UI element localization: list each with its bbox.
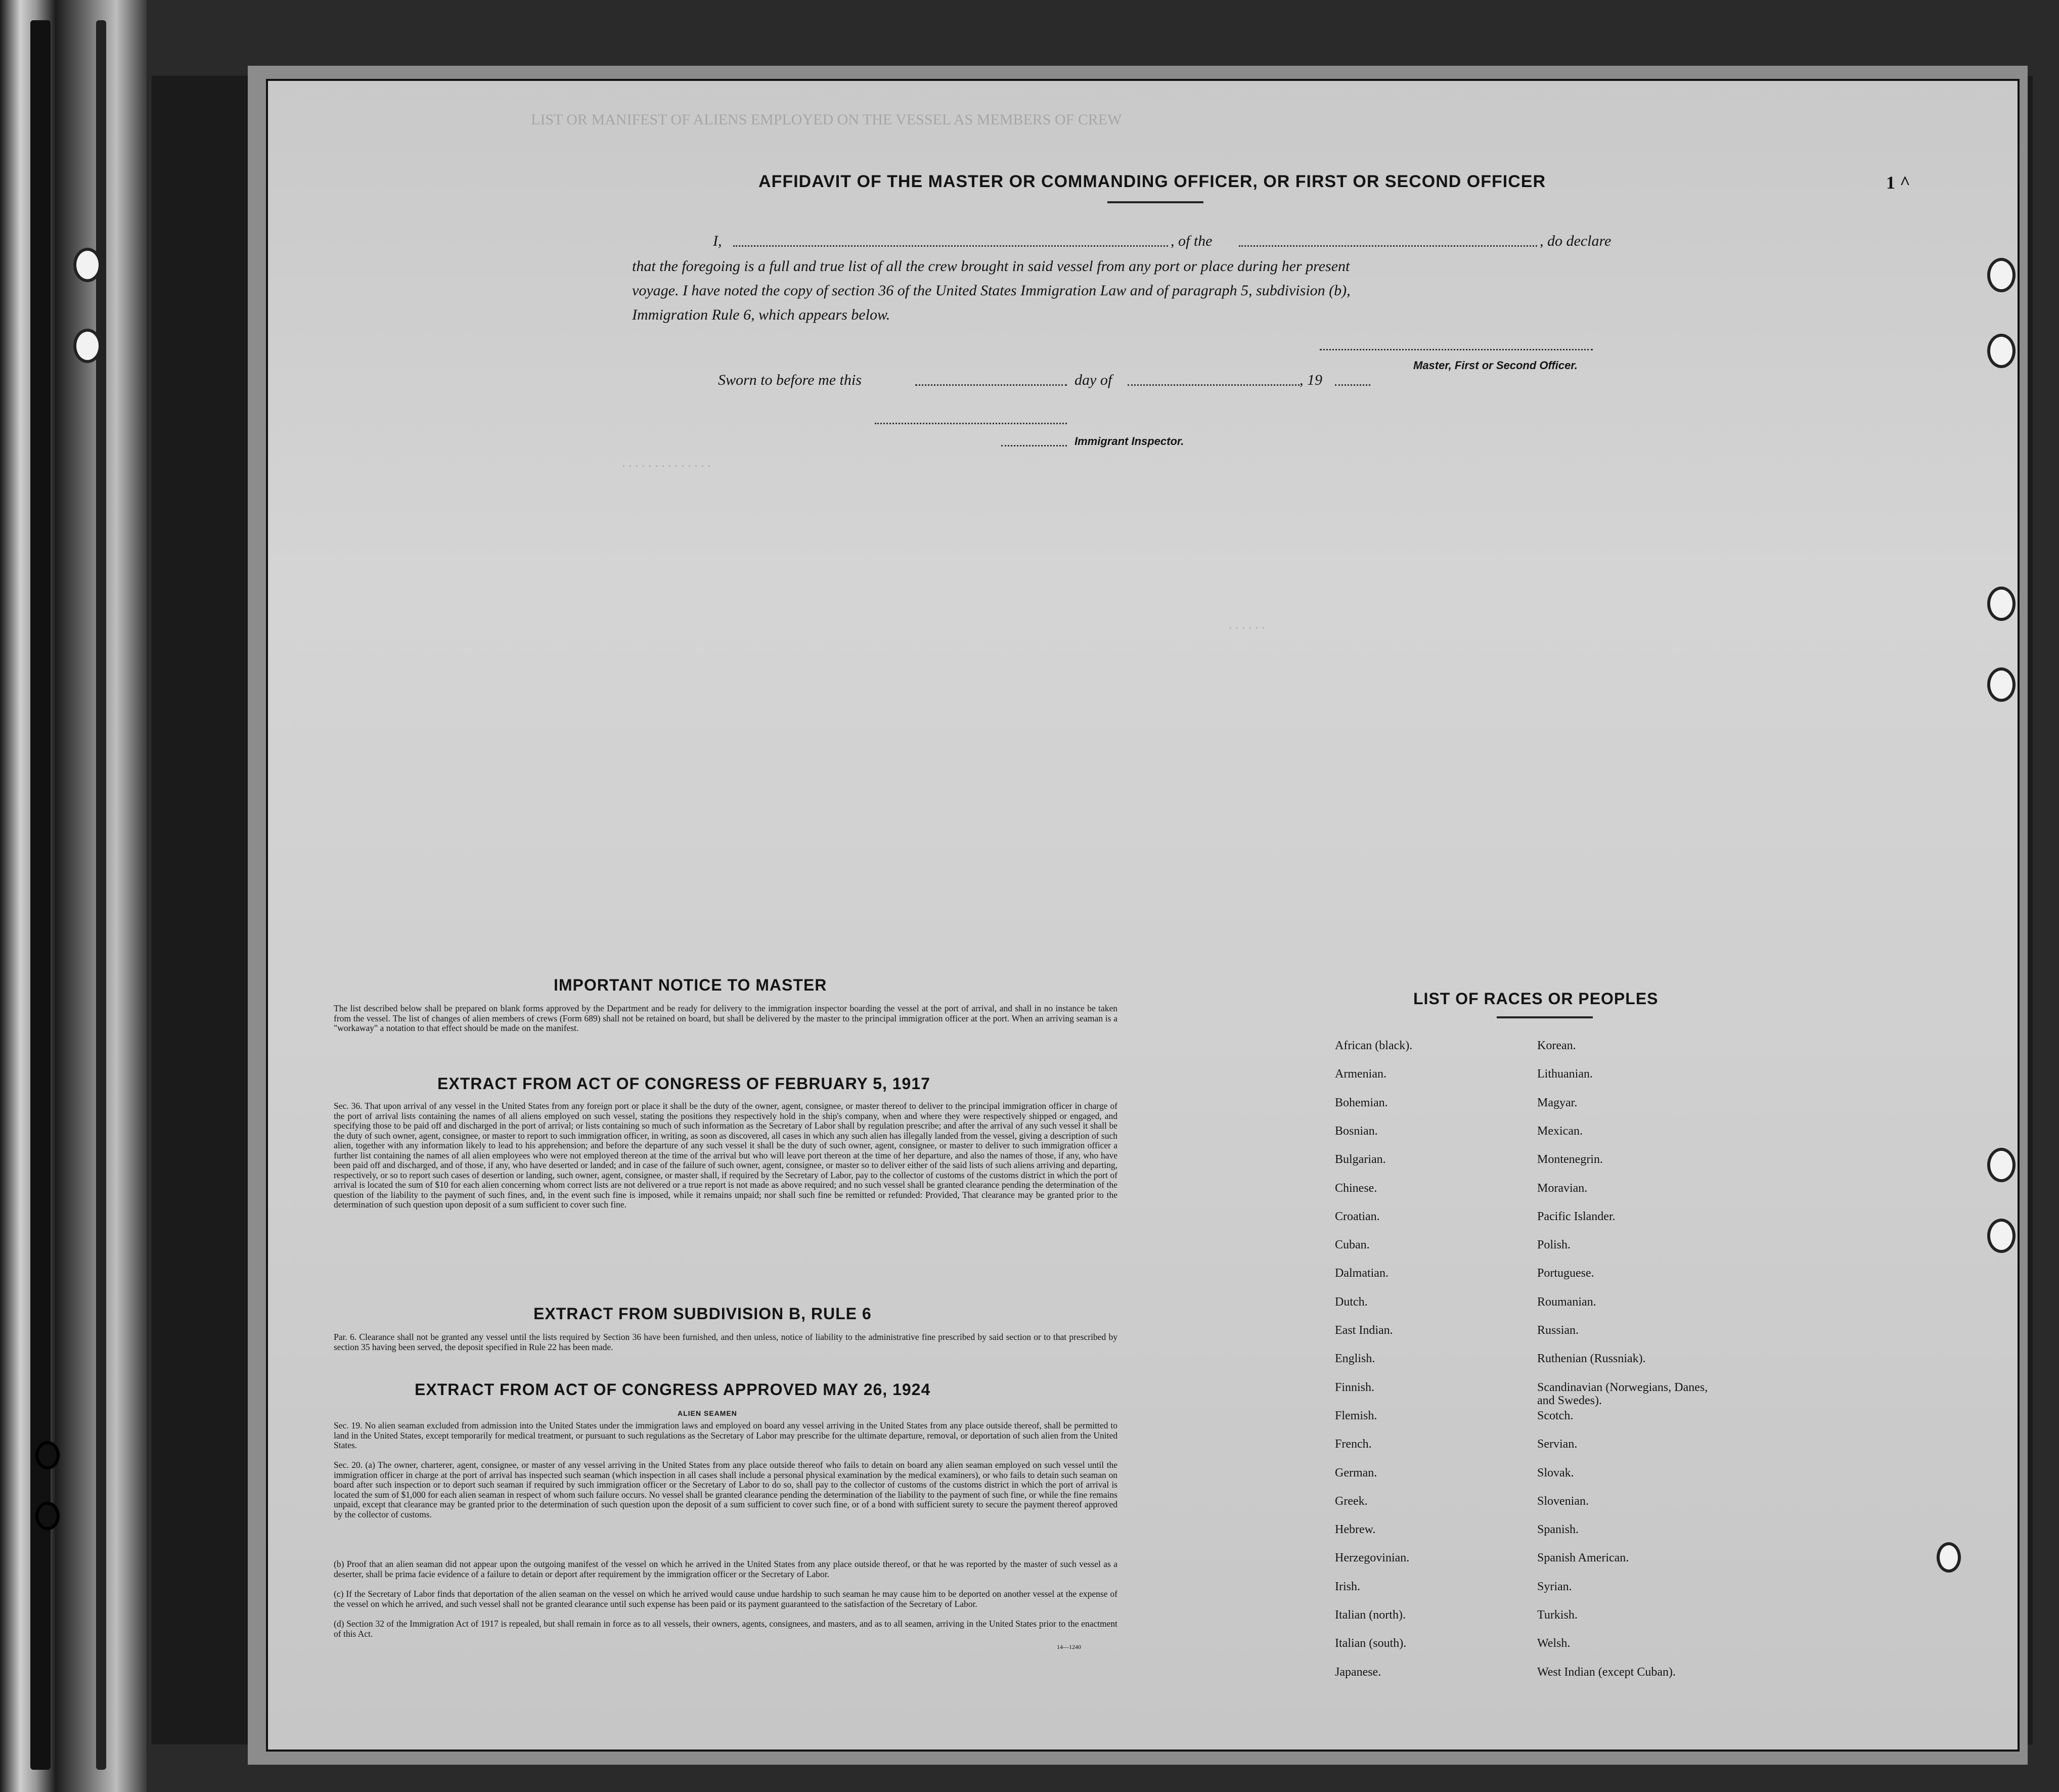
race-item: Syrian. <box>1537 1580 1572 1593</box>
race-item: Chinese. <box>1335 1181 1377 1195</box>
race-item: Spanish American. <box>1537 1551 1629 1565</box>
inspector-blank-2 <box>1001 445 1067 446</box>
race-item: Scotch. <box>1537 1409 1574 1422</box>
page-hole <box>1987 587 2016 621</box>
race-item: Irish. <box>1335 1580 1360 1593</box>
page-hole <box>1987 334 2016 368</box>
notice-body: The list described below shall be prepared on blank forms approved by the Department and be ready for delivery to the immigration inspector boarding the vessel at the port of arrival, and shall in no instance be taken from the vessel. The list of changes of alien members of crews (Form 689) shall not be retained on board, but shall be delivered by the master to the principal immigration officer at the port. When an arriving seaman is a "workaway" a notation to that effect should be made on the manifest. <box>334 1003 1117 1033</box>
race-item: Turkish. <box>1537 1608 1578 1622</box>
page-hole <box>1987 258 2016 292</box>
race-item: Korean. <box>1537 1039 1576 1052</box>
page-hole <box>1937 1542 1961 1573</box>
race-item: Moravian. <box>1537 1181 1588 1195</box>
races-rule <box>1497 1016 1593 1018</box>
race-item: Montenegrin. <box>1537 1153 1603 1167</box>
signature-label: Master, First or Second Officer. <box>1413 359 1578 372</box>
sworn-month-blank <box>1128 384 1300 386</box>
sworn-mid: day of <box>1075 372 1112 388</box>
extract-1924-subtitle: ALIEN SEAMEN <box>678 1409 737 1417</box>
affidavit-line3: voyage. I have noted the copy of section 36 of the United States Immigration Law and of paragraph 5, subdivision (b), <box>632 282 1351 299</box>
race-item: English. <box>1335 1352 1375 1366</box>
extract-rule6-title: EXTRACT FROM SUBDIVISION B, RULE 6 <box>533 1305 872 1323</box>
title-rule <box>1107 201 1203 203</box>
race-item: German. <box>1335 1466 1377 1480</box>
affidavit-line1-mid: , of the <box>1171 233 1213 249</box>
race-item: Armenian. <box>1335 1067 1386 1081</box>
race-item: Welsh. <box>1537 1637 1571 1650</box>
race-item: Spanish. <box>1537 1523 1579 1537</box>
affidavit-line4: Immigration Rule 6, which appears below. <box>632 306 890 323</box>
name-blank <box>733 245 1168 247</box>
race-item: Italian (north). <box>1335 1608 1406 1622</box>
form-number: 14—1240 <box>1057 1643 1081 1650</box>
extract-rule6-body: Par. 6. Clearance shall not be granted any vessel until the lists required by Section 36 have been furnished, and then unless, notice of liability to the administrative fine prescribed by said section or to that prescribed by section 35 having been served, the deposit specified in Rule 22 has been made. <box>334 1332 1117 1352</box>
extract-1924-sec19: Sec. 19. No alien seaman excluded from admission into the United States under the immigration laws and employed on board any vessel arriving in the United States from any place outside thereof, shall be permitted to land in the United States, except temporarily for medical treatment, or pursuant to such regulations as the Secretary of Labor may prescribe for the ultimate departure, removal, or deportation of such alien from the United States. <box>334 1420 1117 1450</box>
race-item: French. <box>1335 1438 1372 1451</box>
inspector-label: Immigrant Inspector. <box>1075 435 1184 447</box>
extract-1924-sec20b: (b) Proof that an alien seaman did not appear upon the outgoing manifest of the vessel on which he arrived in the United States from any place outside thereof, or that he was reported by the master of such vessel as a deserter, shall be prima facie evidence of a failure to detain or deport after requirement by the immigration officer or the Secretary of Labor. <box>334 1559 1117 1579</box>
signature-blank <box>1320 349 1593 350</box>
extract-1924-sec20c: (c) If the Secretary of Labor finds that deportation of the alien seaman on the vessel on which he arrived would cause undue hardship to such seaman he may cause him to be deported on another vessel at the expense of the vessel on which he arrived, and such vessel shall not be granted clearance until such expense has been paid or its payment guaranteed to the satisfaction of the Secretary of Labor. <box>334 1589 1117 1609</box>
extract-1924-title: EXTRACT FROM ACT OF CONGRESS APPROVED MAY 26, 1924 <box>415 1380 931 1399</box>
race-item: Bosnian. <box>1335 1124 1378 1138</box>
race-item: Pacific Islander. <box>1537 1209 1616 1223</box>
race-item: Slovak. <box>1537 1466 1574 1480</box>
race-item: Portuguese. <box>1537 1267 1594 1280</box>
race-item: Greek. <box>1335 1494 1368 1508</box>
extract-1924-sec20a: Sec. 20. (a) The owner, charterer, agent, consignee, or master of any vessel arriving in the United States from any place outside thereof who fails to detain on board any alien seaman employed on such vessel until the immigration officer in charge at the port of arrival has inspected such seaman (which inspection in all cases shall include a personal physical examination by the medical examiners), or who fails to detain such seaman on board after such inspection or to deport such seaman if required by such immigration officer or the Secretary of Labor to do so, shall pay to the collector of customs of the customs district in which the port of arrival is located the sum of $1,000 for each alien seaman in respect of whom such failure occurs. No vessel shall be granted clearance pending the determination of the liability to the payment of such fine, or while the fine remains unpaid, except that clearance may be granted prior to the determination of such question upon the deposit of a sum sufficient to cover such fine, or of a bond with sufficient surety to secure the payment thereof approved by the collector of customs. <box>334 1460 1117 1519</box>
race-item: Slovenian. <box>1537 1494 1589 1508</box>
race-item: Mexican. <box>1537 1124 1583 1138</box>
page-hole <box>1987 1219 2016 1253</box>
race-item: Bohemian. <box>1335 1096 1388 1109</box>
affidavit-line1-prefix: I, <box>713 233 722 249</box>
sworn-suffix: , 19 <box>1300 372 1322 388</box>
race-item: Italian (south). <box>1335 1637 1407 1650</box>
page-hole <box>1987 1148 2016 1182</box>
race-item: Hebrew. <box>1335 1523 1376 1537</box>
extract-1924-sec20d: (d) Section 32 of the Immigration Act of 1917 is repealed, but shall remain in force as to all vessels, their owners, agents, consignees, and masters, and as to all seamen, arriving in the United States prior to the enactment of this Act. <box>334 1619 1117 1639</box>
race-item: Cuban. <box>1335 1238 1370 1252</box>
notice-title: IMPORTANT NOTICE TO MASTER <box>554 976 827 994</box>
race-item: Polish. <box>1537 1238 1571 1252</box>
sworn-day-blank <box>915 384 1067 386</box>
vessel-blank <box>1239 245 1537 247</box>
extract-1917-title: EXTRACT FROM ACT OF CONGRESS OF FEBRUARY 5, 1917 <box>437 1074 930 1093</box>
binder-hole <box>73 248 102 282</box>
race-item: East Indian. <box>1335 1324 1393 1337</box>
race-item: Ruthenian (Russniak). <box>1537 1352 1646 1366</box>
race-item: Roumanian. <box>1537 1295 1596 1309</box>
race-item: Flemish. <box>1335 1409 1377 1422</box>
race-item: African (black). <box>1335 1039 1413 1052</box>
race-item: Croatian. <box>1335 1209 1380 1223</box>
race-item: Herzegovinian. <box>1335 1551 1410 1565</box>
race-item: West Indian (except Cuban). <box>1537 1665 1676 1679</box>
affidavit-title: AFFIDAVIT OF THE MASTER OR COMMANDING OFFICER, OR FIRST OR SECOND OFFICER <box>758 172 1546 191</box>
race-item: Japanese. <box>1335 1665 1381 1679</box>
race-item: Finnish. <box>1335 1380 1375 1394</box>
race-item: Dutch. <box>1335 1295 1368 1309</box>
race-item: Dalmatian. <box>1335 1267 1389 1280</box>
page-hole <box>1987 667 2016 702</box>
race-item: Magyar. <box>1537 1096 1578 1109</box>
affidavit-line2: that the foregoing is a full and true list of all the crew brought in said vessel from any port or place during her present <box>632 258 1350 275</box>
page-mark: 1 ^ <box>1886 172 1910 193</box>
race-item: Russian. <box>1537 1324 1579 1337</box>
binder-hole <box>35 1502 60 1530</box>
races-title: LIST OF RACES OR PEOPLES <box>1413 990 1659 1008</box>
inspector-blank <box>875 423 1067 424</box>
race-item: Lithuanian. <box>1537 1067 1593 1081</box>
race-item: Servian. <box>1537 1438 1578 1451</box>
race-item: Bulgarian. <box>1335 1153 1386 1167</box>
binder-strip <box>96 20 106 1770</box>
binder-hole <box>73 329 102 363</box>
race-item: Scandinavian (Norwegians, Danes, and Swedes). <box>1537 1380 1708 1407</box>
sworn-prefix: Sworn to before me this <box>718 372 862 388</box>
affidavit-line1-suffix: , do declare <box>1540 233 1612 249</box>
manifest-page: LIST OR MANIFEST OF ALIENS EMPLOYED ON THE VESSEL AS MEMBERS OF CREW . . . . . . . . . . . . . . . . . . . . 1 ^ AFFIDAVIT OF THE MASTER OR COMMANDING OFFICER, OR FIRST OR SECOND OFFICER I, , of the , do declare that the foregoing is a full and true list of all the crew brought in said vessel from any port or place during her present voyage. I have noted the copy of section 36 of the United States Immigration Law and of paragraph 5, subdivision (b), Immigration Rule 6, which appears below. Master, First or Second Officer. Sworn to before me this day of , 19 Immigrant Inspector. IMPORTANT NOTICE TO MASTER The list described below shall be prepared on blank forms approved by the Department and be ready for delivery to the immigration inspector boarding the vessel at the port of arrival, and shall in no instance be taken from the vessel. The list of changes of alien members of crews (Form 689) shall not be retained on board, but shall be delivered by the master to the principal immigration officer at the port. When an arriving seaman is a "workaway" a notation to that effect should be made on the manifest. EXTRACT FROM ACT OF CONGRESS OF FEBRUARY 5, 1917 Sec. 36. That upon arrival of any vessel in the United States from any foreign port or place it shall be the duty of the owner, agent, consignee, or master thereof to deliver to the principal immigration officer in charge of the port of arrival lists containing the names of all aliens employed on such vessel, stating the positions they respectively hold in the ship's company, when and where they were respectively shipped or engaged, and specifying those to be paid off and discharged in the port of arrival; or lists containing so much of such information as the Secretary of Labor shall by regulation prescribe; and after the arrival of any such vessel it shall be the duty of such owner, agent, consignee, or master to report to such immigration officer, in writing, as soon as discovered, all cases in which any such alien has illegally landed from the vessel, giving a description of such alien, together with any information likely to lead to his apprehension; and before the departure of any such vessel it shall be the duty of such owner, agent, consignee, or master to deliver to such immigration officer a further list containing the names of all alien employees who were not employed thereon at the time of the arrival but who will leave port thereon at the time of her departure, and also the names of those, if any, who have been paid off and discharged, and of those, if any, who have deserted or landed; and in case of the failure of such owner, agent, consignee, or master so to deliver either of the said lists of such aliens arriving and departing, respectively, or so to report such cases of desertion or landing, such owner, agent, consignee, or master shall, if required by the Secretary of Labor, pay to the collector of customs of the customs district in which the port of arrival is located the sum of $10 for each alien concerning whom correct lists are not delivered or a true report is not made as above required; and no such vessel shall be granted clearance pending the determination of the question of the liability to the payment of such fines, and, in the event such fine is imposed, while it remains unpaid; nor shall such fine be remitted or refunded: Provided, That clearance may be granted prior to the determination of such question upon deposit of a sum sufficient to cover such fine. EXTRACT FROM SUBDIVISION B, RULE 6 Par. 6. Clearance shall not be granted any vessel until the lists required by Section 36 have been furnished, and then unless, notice of liability to the administrative fine prescribed by said section or to that prescribed by section 35 having been served, the deposit specified in Rule 22 has been made. EXTRACT FROM ACT OF CONGRESS APPROVED MAY 26, 1924 ALIEN SEAMEN Sec. 19. No alien seaman excluded from admission into the United States under the immigration laws and employed on board any vessel arriving in the United States from any place outside thereof, shall be permitted to land in the United States, except temporarily for medical treatment, or pursuant to such regulations as the Secretary of Labor may prescribe for the ultimate departure, removal, or deportation of such alien from the United States. Sec. 20. (a) The owner, charterer, agent, consignee, or master of any vessel arriving in the United States from any place outside thereof who fails to detain on board any alien seaman employed on such vessel until the immigration officer in charge at the port of arrival has inspected such seaman (which inspection in all cases shall include a personal physical examination by the medical examiners), or who fails to detain such seaman on board after such inspection or to deport such seaman if required by such immigration officer or the Secretary of Labor to do so, shall pay to the collector of customs of the customs district in which the port of arrival is located the sum of $1,000 for each alien seaman in respect of whom such failure occurs. No vessel shall be granted clearance pending the determination of the liability to the payment of such fine, or while the fine remains unpaid, except that clearance may be granted prior to the determination of such question upon the deposit of a sum sufficient to cover such fine, or of a bond with sufficient surety to secure the payment thereof approved by the collector of customs. (b) Proof that an alien seaman did not appear upon the outgoing manifest of the vessel on which he arrived in the United States from any place outside thereof, or that he was reported by the master of such vessel as a deserter, shall be prima facie evidence of a failure to detain or deport after requirement by the immigration officer or the Secretary of Labor. (c) If the Secretary of Labor finds that deportation of the alien seaman on the vessel on which he arrived would cause undue hardship to such seaman he may cause him to be deported on another vessel at the expense of the vessel on which he arrived, and such vessel shall not be granted clearance until such expense has been paid or its payment guaranteed to the satisfaction of the Secretary of Labor. (d) Section 32 of the Immigration Act of 1917 is repealed, but shall remain in force as to all vessels, their owners, agents, consignees, and masters, and as to all seamen, arriving in the United States prior to the enactment of this Act. 14—1240 LIST OF RACES OR PEOPLES African (black). Armenian. Bohemian. Bosnian. Bulgarian. Chinese. Croatian. Cuban. Dalmatian. Dutch. East Indian. English. Finnish. Flemish. French. German. Greek. Hebrew. Herzegovinian. Irish. Italian (north). Italian (south). Japanese. Korean. Lithuanian. Magyar. Mexican. Montenegrin. Moravian. Pacific Islander. Polish. Portuguese. Roumanian. Russian. Ruthenian (Russniak). Scandinavian (Norwegians, Danes, and Swedes). Scotch. Servian. Slovak. Slovenian. Spanish. Spanish American. Syrian. Turkish. Welsh. West Indian (except Cuban). <box>268 81 2018 1750</box>
binder-hole <box>35 1441 60 1469</box>
sworn-year-blank <box>1335 384 1370 386</box>
extract-1917-body: Sec. 36. That upon arrival of any vessel in the United States from any foreign port or place it shall be the duty of the owner, agent, consignee, or master thereof to deliver to the principal immigration officer in charge of the port of arrival lists containing the names of all aliens employed on such vessel, stating the positions they respectively hold in the ship's company, when and where they were respectively shipped or engaged, and specifying those to be paid off and discharged in the port of arrival; or lists containing so much of such information as the Secretary of Labor shall by regulation prescribe; and after the arrival of any such vessel it shall be the duty of such owner, agent, consignee, or master to report to such immigration officer, in writing, as soon as discovered, all cases in which any such alien has illegally landed from the vessel, giving a description of such alien, together with any information likely to lead to his apprehension; and before the departure of any such vessel it shall be the duty of such owner, agent, consignee, or master to deliver to such immigration officer a further list containing the names of all alien employees who were not employed thereon at the time of the arrival but who will leave port thereon at the time of her departure, and also the names of those, if any, who have been paid off and discharged, and of those, if any, who have deserted or landed; and in case of the failure of such owner, agent, consignee, or master so to deliver either of the said lists of such aliens arriving and departing, respectively, or so to report such cases of desertion or landing, such owner, agent, consignee, or master shall, if required by the Secretary of Labor, pay to the collector of customs of the customs district in which the port of arrival is located the sum of $10 for each alien concerning whom correct lists are not delivered or a true report is not made as above required; and no such vessel shall be granted clearance pending the determination of the question of the liability to the payment of such fines, and, in the event such fine is imposed, while it remains unpaid; nor shall such fine be remitted or refunded: Provided, That clearance may be granted prior to the determination of such question upon deposit of a sum sufficient to cover such fine. <box>334 1101 1117 1209</box>
